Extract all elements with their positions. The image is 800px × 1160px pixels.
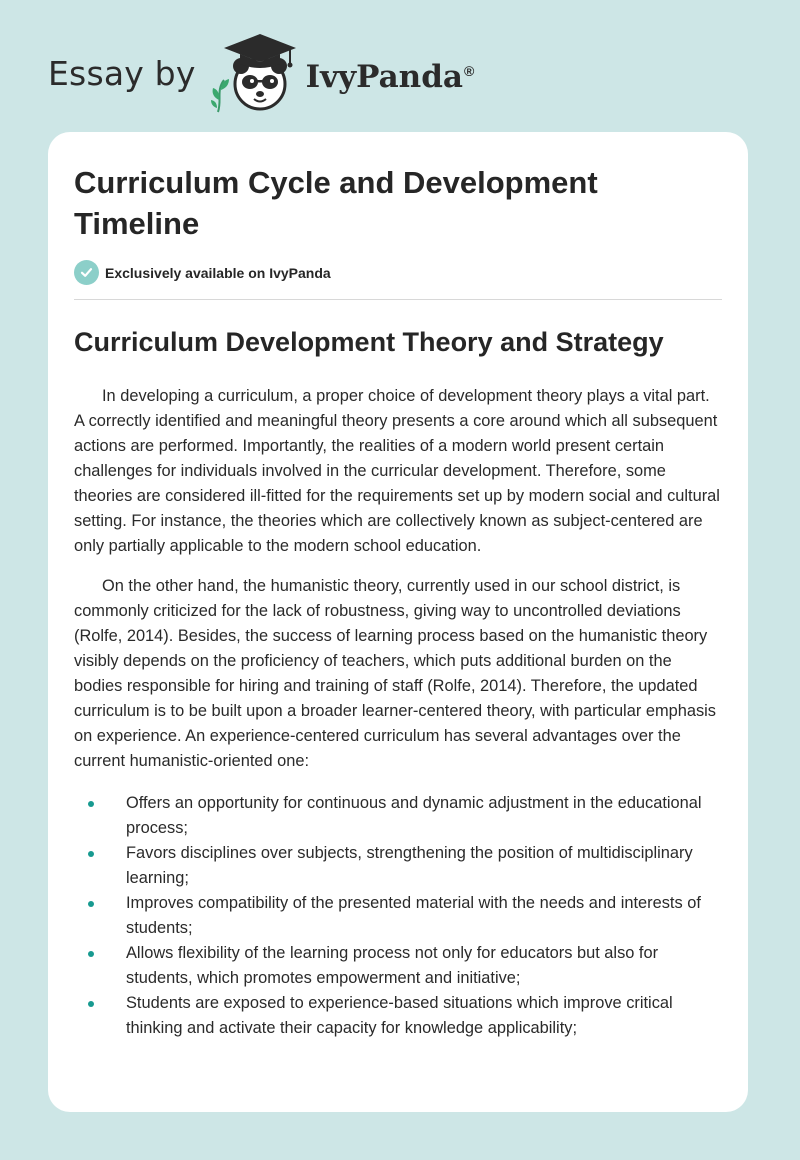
panda-logo-icon[interactable] xyxy=(208,30,300,116)
checkmark-icon xyxy=(74,260,99,285)
list-item: Favors disciplines over subjects, strengthening the position of multidisciplinary learning; xyxy=(74,841,722,891)
divider xyxy=(74,299,722,300)
list-item: Improves compatibility of the presented material with the needs and interests of students; xyxy=(74,891,722,941)
paragraph: On the other hand, the humanistic theory, currently used in our school district, is commonly criticized for the lack of robustness, giving way to uncontrolled deviations (Rolfe, 2014). Besides, the success of learning process based on the humanistic theory visibly depends on the proficiency of teachers, which puts additional burden on the bodies responsible for hiring and training of staff (Rolfe, 2014). Therefore, the updated curriculum is to be built upon a broader learner-centered theory, with particular emphasis on experience. An experience-centered curriculum has several advantages over the current humanistic-oriented one: xyxy=(74,577,716,770)
list-item: Students are exposed to experience-based situations which improve critical thinking and activate their capacity for knowledge applicability; xyxy=(74,991,722,1041)
section-title: Curriculum Development Theory and Strategy xyxy=(74,327,664,357)
essay-by-label: Essay by xyxy=(48,53,196,93)
exclusive-badge-label: Exclusively available on IvyPanda xyxy=(105,264,331,281)
article-content xyxy=(74,162,722,1041)
article-card xyxy=(48,132,748,1112)
paragraph: In developing a curriculum, a proper choice of development theory plays a vital part. A correctly identified and meaningful theory presents a core around which all subsequent actions are performed. Importantly, the realities of a modern world present certain challenges for individuals involved in the curricular development. Therefore, some theories are considered ill-fitted for the requirements set up by modern social and cultural setting. For instance, the theories which are collectively known as subject-centered are only partially applicable to the modern school education. xyxy=(74,387,720,555)
article-title: Curriculum Cycle and Development Timeline xyxy=(74,165,598,241)
list-item: Allows flexibility of the learning process not only for educators but also for students, which promotes empowerment and initiative; xyxy=(74,941,722,991)
brand-name[interactable]: IvyPanda® xyxy=(305,59,475,95)
site-header xyxy=(48,30,474,116)
registered-mark: ® xyxy=(463,62,475,79)
exclusive-badge xyxy=(74,260,722,285)
list-item: Offers an opportunity for continuous and dynamic adjustment in the educational process; xyxy=(74,791,722,841)
advantages-list xyxy=(74,791,722,1041)
